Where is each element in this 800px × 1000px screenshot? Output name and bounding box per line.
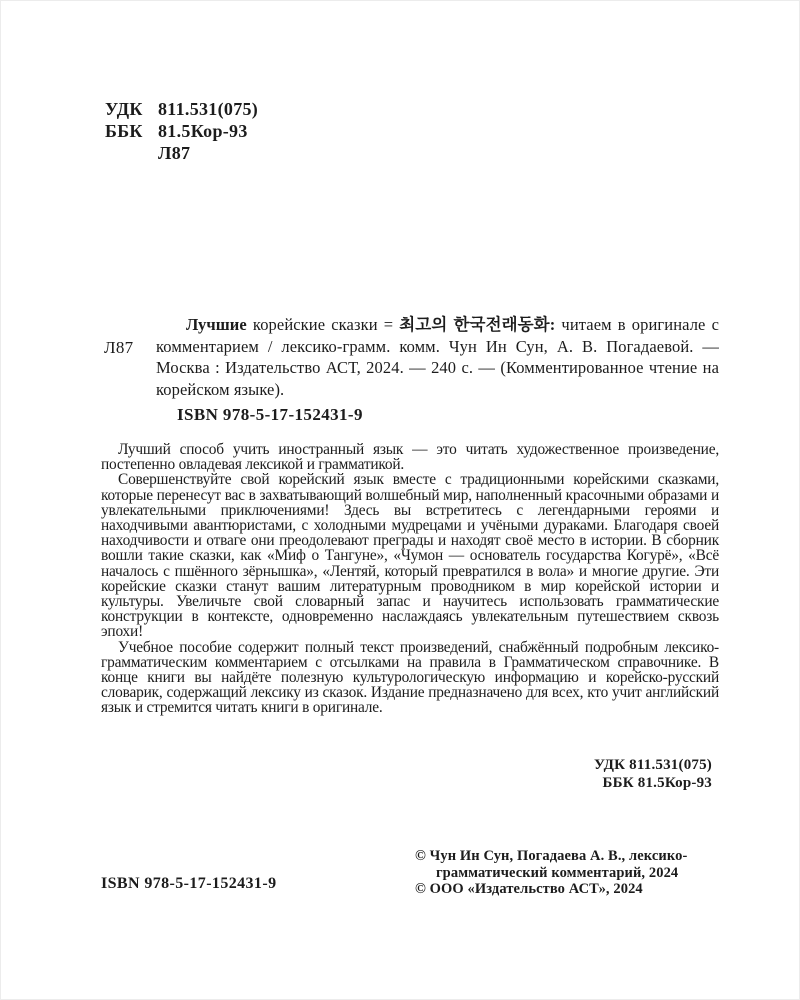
bbk-bottom: ББК 81.5Кор-93 — [602, 774, 712, 791]
author-sign-value: Л87 — [158, 143, 191, 163]
isbn-catalog: ISBN 978-5-17-152431-9 — [177, 405, 363, 424]
copyright-block — [415, 848, 687, 898]
copyright-line-authors-cont: грамматический комментарий, 2024 — [436, 864, 679, 881]
author-sign-spacer — [105, 142, 158, 164]
bbk-row — [105, 120, 258, 142]
classification-bottom-block — [594, 757, 712, 792]
catalog-title-bold: Лучшие — [186, 315, 247, 334]
classification-top-block — [105, 98, 258, 164]
catalog-entry-text — [156, 314, 719, 401]
catalog-title-mid: корейские сказки = — [246, 315, 400, 334]
udk-bottom: УДК 811.531(075) — [593, 757, 712, 773]
udk-row — [105, 98, 258, 120]
udk-value: 811.531(075) — [158, 99, 259, 119]
annotation-paragraph-3: Учебное пособие содержит полный текст произведений, снабжённый подробным лексико-грамматическим комментарием с отсылками на правила в Грамматическом справочнике. В конце книги вы найдёте полезную культурологическую информацию и корейско-русский словарик, содержащий лексику из сказок. Издание предназначено для всех, кто учит английский язык и стремится читать книги в оригинале. — [101, 638, 719, 717]
copyright-line-authors: © Чун Ин Сун, Погадаева А. В., лексико- — [415, 848, 688, 864]
catalog-margin-code: Л87 — [104, 338, 134, 357]
udk-label: УДК — [105, 99, 143, 119]
annotation-block — [101, 442, 719, 716]
bbk-label: ББК — [105, 121, 143, 141]
catalog-description: читаем в оригинале с комментарием / лексико-грамм. комм. Чун Ин Сун, А. В. Погадаевой. — Москва : Издательство АСТ, 2024. — 240 с. — (Комментированное чтение на корейском языке). — [156, 315, 719, 400]
bbk-value: 81.5Кор-93 — [158, 121, 248, 141]
annotation-paragraph-1: Лучший способ учить иностранный язык — это читать художественное произведение, постепенно овладевая лексикой и грамматикой. — [101, 441, 719, 474]
copyright-line-publisher: © ООО «Издательство АСТ», 2024 — [415, 881, 643, 897]
author-sign-row — [105, 142, 258, 164]
annotation-paragraph-2: Совершенствуйте свой корейский язык вместе с традиционными корейскими сказками, которые перенесут вас в захватывающий волшебный мир, наполненный красочными образами и увлекательными приключениями! Здесь вы встретитесь с легендарными героями и находчивыми авантюристами, с холодными мудрецами и учёными дураками. Благодаря своей находчивости и отваге они преодолевают преграды и находят своё место в истории. В сборник вошли такие сказки, как «Миф о Тангуне», «Чумон — основатель государства Когурё», «Всё началось с пшённого зёрнышка», «Лентяй, который превратился в вола» и многие другие. Эти корейские сказки станут вашим литературным проводником в мир корейской истории и культуры. Увеличьте свой словарный запас и научитесь использовать грамматические конструкции в контексте, одновременно наслаждаясь увлекательным путешествием сквозь эпохи! — [101, 471, 719, 641]
catalog-title-korean: 최고의 한국전래동화: — [399, 315, 556, 334]
isbn-footer: ISBN 978-5-17-152431-9 — [101, 875, 277, 892]
